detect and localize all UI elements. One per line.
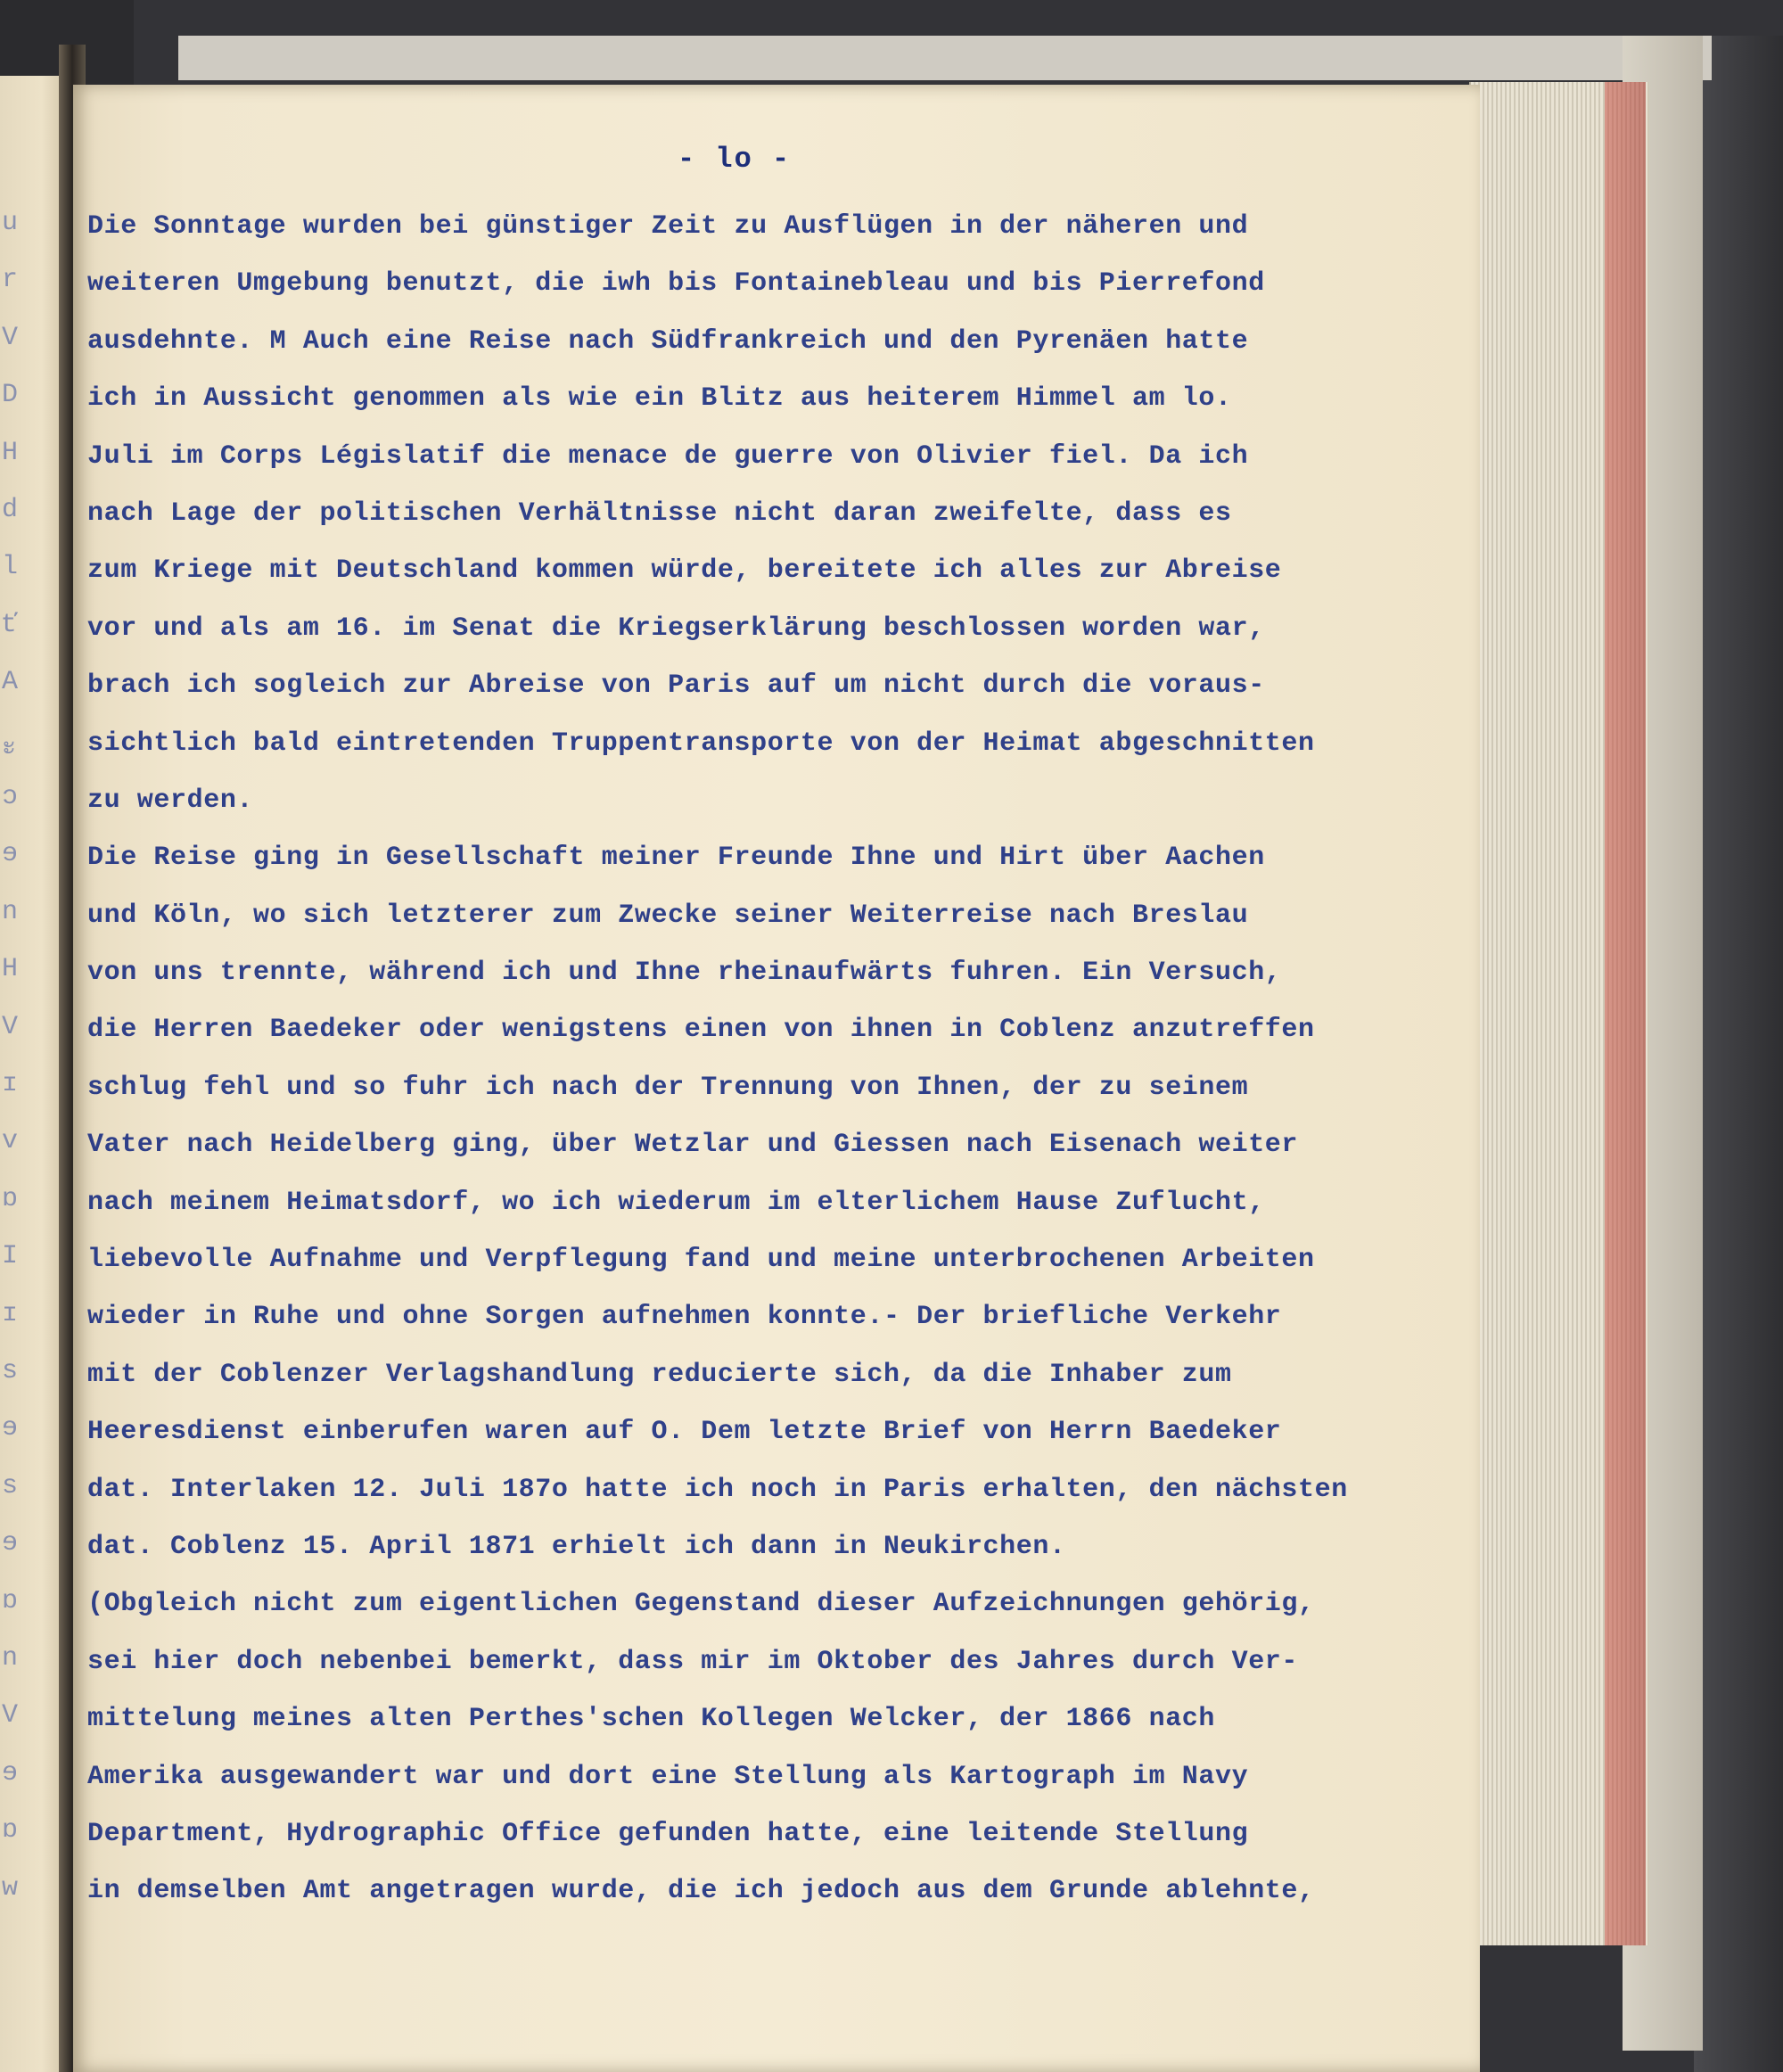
left-page-text-fragment: D bbox=[2, 380, 19, 411]
left-page-text-fragment: ɒ bbox=[2, 1815, 19, 1846]
left-page-text-fragment: l bbox=[2, 552, 19, 583]
left-page-text-fragment: d bbox=[2, 495, 19, 525]
text-line: Amerika ausgewandert war und dort eine Stellung als Kartograph im Navy bbox=[87, 1761, 1249, 1792]
text-line: Die Reise ging in Gesellschaft meiner Freunde Ihne und Hirt über Aachen bbox=[87, 843, 1265, 874]
text-line: in demselben Amt angetragen wurde, die ich jedoch aus dem Grunde ablehnte, bbox=[87, 1876, 1315, 1907]
binding-board-top bbox=[178, 36, 1712, 80]
text-line: brach ich sogleich zur Abreise von Paris auf um nicht durch die voraus- bbox=[87, 670, 1265, 702]
page-number: - lo - bbox=[678, 143, 792, 176]
text-line: sei hier doch nebenbei bemerkt, dass mir im Oktober des Jahres durch Ver- bbox=[87, 1646, 1299, 1677]
left-page-text-fragment: r bbox=[2, 265, 19, 296]
red-page-edge bbox=[1605, 82, 1646, 1945]
left-page-text-fragment: ɔ bbox=[2, 782, 19, 812]
left-page-text-fragment: s bbox=[2, 1356, 19, 1386]
left-page-text-fragment: V bbox=[2, 1011, 19, 1042]
left-page-text-fragment: H bbox=[2, 437, 19, 468]
text-line: liebevolle Aufnahme und Verpflegung fand und meine unterbrochenen Arbeiten bbox=[87, 1245, 1315, 1276]
text-line: Heeresdienst einberufen waren auf O. Dem letzte Brief von Herrn Baedeker bbox=[87, 1417, 1282, 1448]
left-page-text-fragment: ɒ bbox=[2, 1585, 19, 1616]
text-line: von uns trennte, während ich und Ihne rheinaufwärts fuhren. Ein Versuch, bbox=[87, 958, 1282, 989]
left-page-text-fragment: ɘ bbox=[2, 839, 19, 870]
text-line: ausdehnte. M Auch eine Reise nach Südfrankreich und den Pyrenäen hatte bbox=[87, 325, 1249, 357]
left-page-text-fragment: I bbox=[2, 1241, 19, 1272]
left-page-text-fragment: n bbox=[2, 1643, 19, 1673]
left-page-text-fragment: ɘ bbox=[2, 1413, 19, 1444]
text-line: Department, Hydrographic Office gefunden hatte, eine leitende Stellung bbox=[87, 1818, 1249, 1849]
text-line: Juli im Corps Législatif die menace de guerre von Olivier fiel. Da ich bbox=[87, 440, 1249, 472]
text-line: und Köln, wo sich letzterer zum Zwecke seiner Weiterreise nach Breslau bbox=[87, 900, 1249, 931]
text-line: schlug fehl und so fuhr ich nach der Trennung von Ihnen, der zu seinem bbox=[87, 1072, 1249, 1103]
text-line: sichtlich bald eintretenden Truppentransporte von der Heimat abgeschnitten bbox=[87, 728, 1315, 759]
text-line: dat. Coblenz 15. April 1871 erhielt ich dann in Neukirchen. bbox=[87, 1531, 1066, 1562]
left-page-text-fragment: ɒ bbox=[2, 1183, 19, 1214]
left-page-text-fragment: V bbox=[2, 322, 19, 353]
text-line: Vater nach Heidelberg ging, über Wetzlar und Giessen nach Eisenach weiter bbox=[87, 1130, 1299, 1161]
text-line: nach Lage der politischen Verhältnisse nicht daran zweifelte, dass es bbox=[87, 497, 1232, 529]
left-page-text-fragment: V bbox=[2, 1700, 19, 1731]
text-line: vor und als am 16. im Senat die Kriegserklärung beschlossen worden war, bbox=[87, 613, 1265, 644]
left-page-text-fragment: ะ bbox=[2, 732, 17, 763]
left-page-text-fragment: A bbox=[2, 667, 19, 698]
left-page-text-fragment: w bbox=[2, 1872, 19, 1903]
text-line: wieder in Ruhe und ohne Sorgen aufnehmen konnte.- Der briefliche Verkehr bbox=[87, 1302, 1282, 1333]
text-line: ich in Aussicht genommen als wie ein Blitz aus heiterem Himmel am lo. bbox=[87, 383, 1232, 415]
left-page-text-fragment: ť bbox=[2, 609, 19, 640]
text-line: Die Sonntage wurden bei günstiger Zeit zu Ausflügen in der näheren und bbox=[87, 211, 1249, 242]
left-page-text-fragment: ɪ bbox=[2, 1298, 19, 1329]
text-line: zum Kriege mit Deutschland kommen würde, bereitete ich alles zur Abreise bbox=[87, 555, 1282, 587]
text-line: dat. Interlaken 12. Juli 187o hatte ich noch in Paris erhalten, den nächsten bbox=[87, 1474, 1348, 1505]
text-line: weiteren Umgebung benutzt, die iwh bis Fontainebleau und bis Pierrefond bbox=[87, 268, 1265, 300]
left-page-text-fragment: ɪ bbox=[2, 1069, 19, 1099]
text-line: mit der Coblenzer Verlagshandlung reducierte sich, da die Inhaber zum bbox=[87, 1359, 1232, 1390]
left-page-text-fragment: v bbox=[2, 1126, 19, 1157]
text-line: (Obgleich nicht zum eigentlichen Gegenstand dieser Aufzeichnungen gehörig, bbox=[87, 1589, 1315, 1620]
text-line: die Herren Baedeker oder wenigstens einen von ihnen in Coblenz anzutreffen bbox=[87, 1015, 1315, 1046]
text-line: zu werden. bbox=[87, 785, 254, 816]
left-page-text-fragment: s bbox=[2, 1470, 19, 1501]
cover-edge bbox=[1694, 36, 1783, 2072]
left-page-text-fragment: u bbox=[2, 208, 19, 238]
text-line: nach meinem Heimatsdorf, wo ich wiederum im elterlichem Hause Zuflucht, bbox=[87, 1187, 1265, 1218]
left-page-text-fragment: n bbox=[2, 896, 19, 927]
left-page-text-fragment: H bbox=[2, 954, 19, 985]
left-page-text-fragment: ɘ bbox=[2, 1757, 19, 1788]
typed-text-block bbox=[87, 198, 1478, 1920]
left-page-text-fragment: ɘ bbox=[2, 1528, 19, 1559]
text-line: mittelung meines alten Perthes'schen Kollegen Welcker, der 1866 nach bbox=[87, 1704, 1215, 1735]
